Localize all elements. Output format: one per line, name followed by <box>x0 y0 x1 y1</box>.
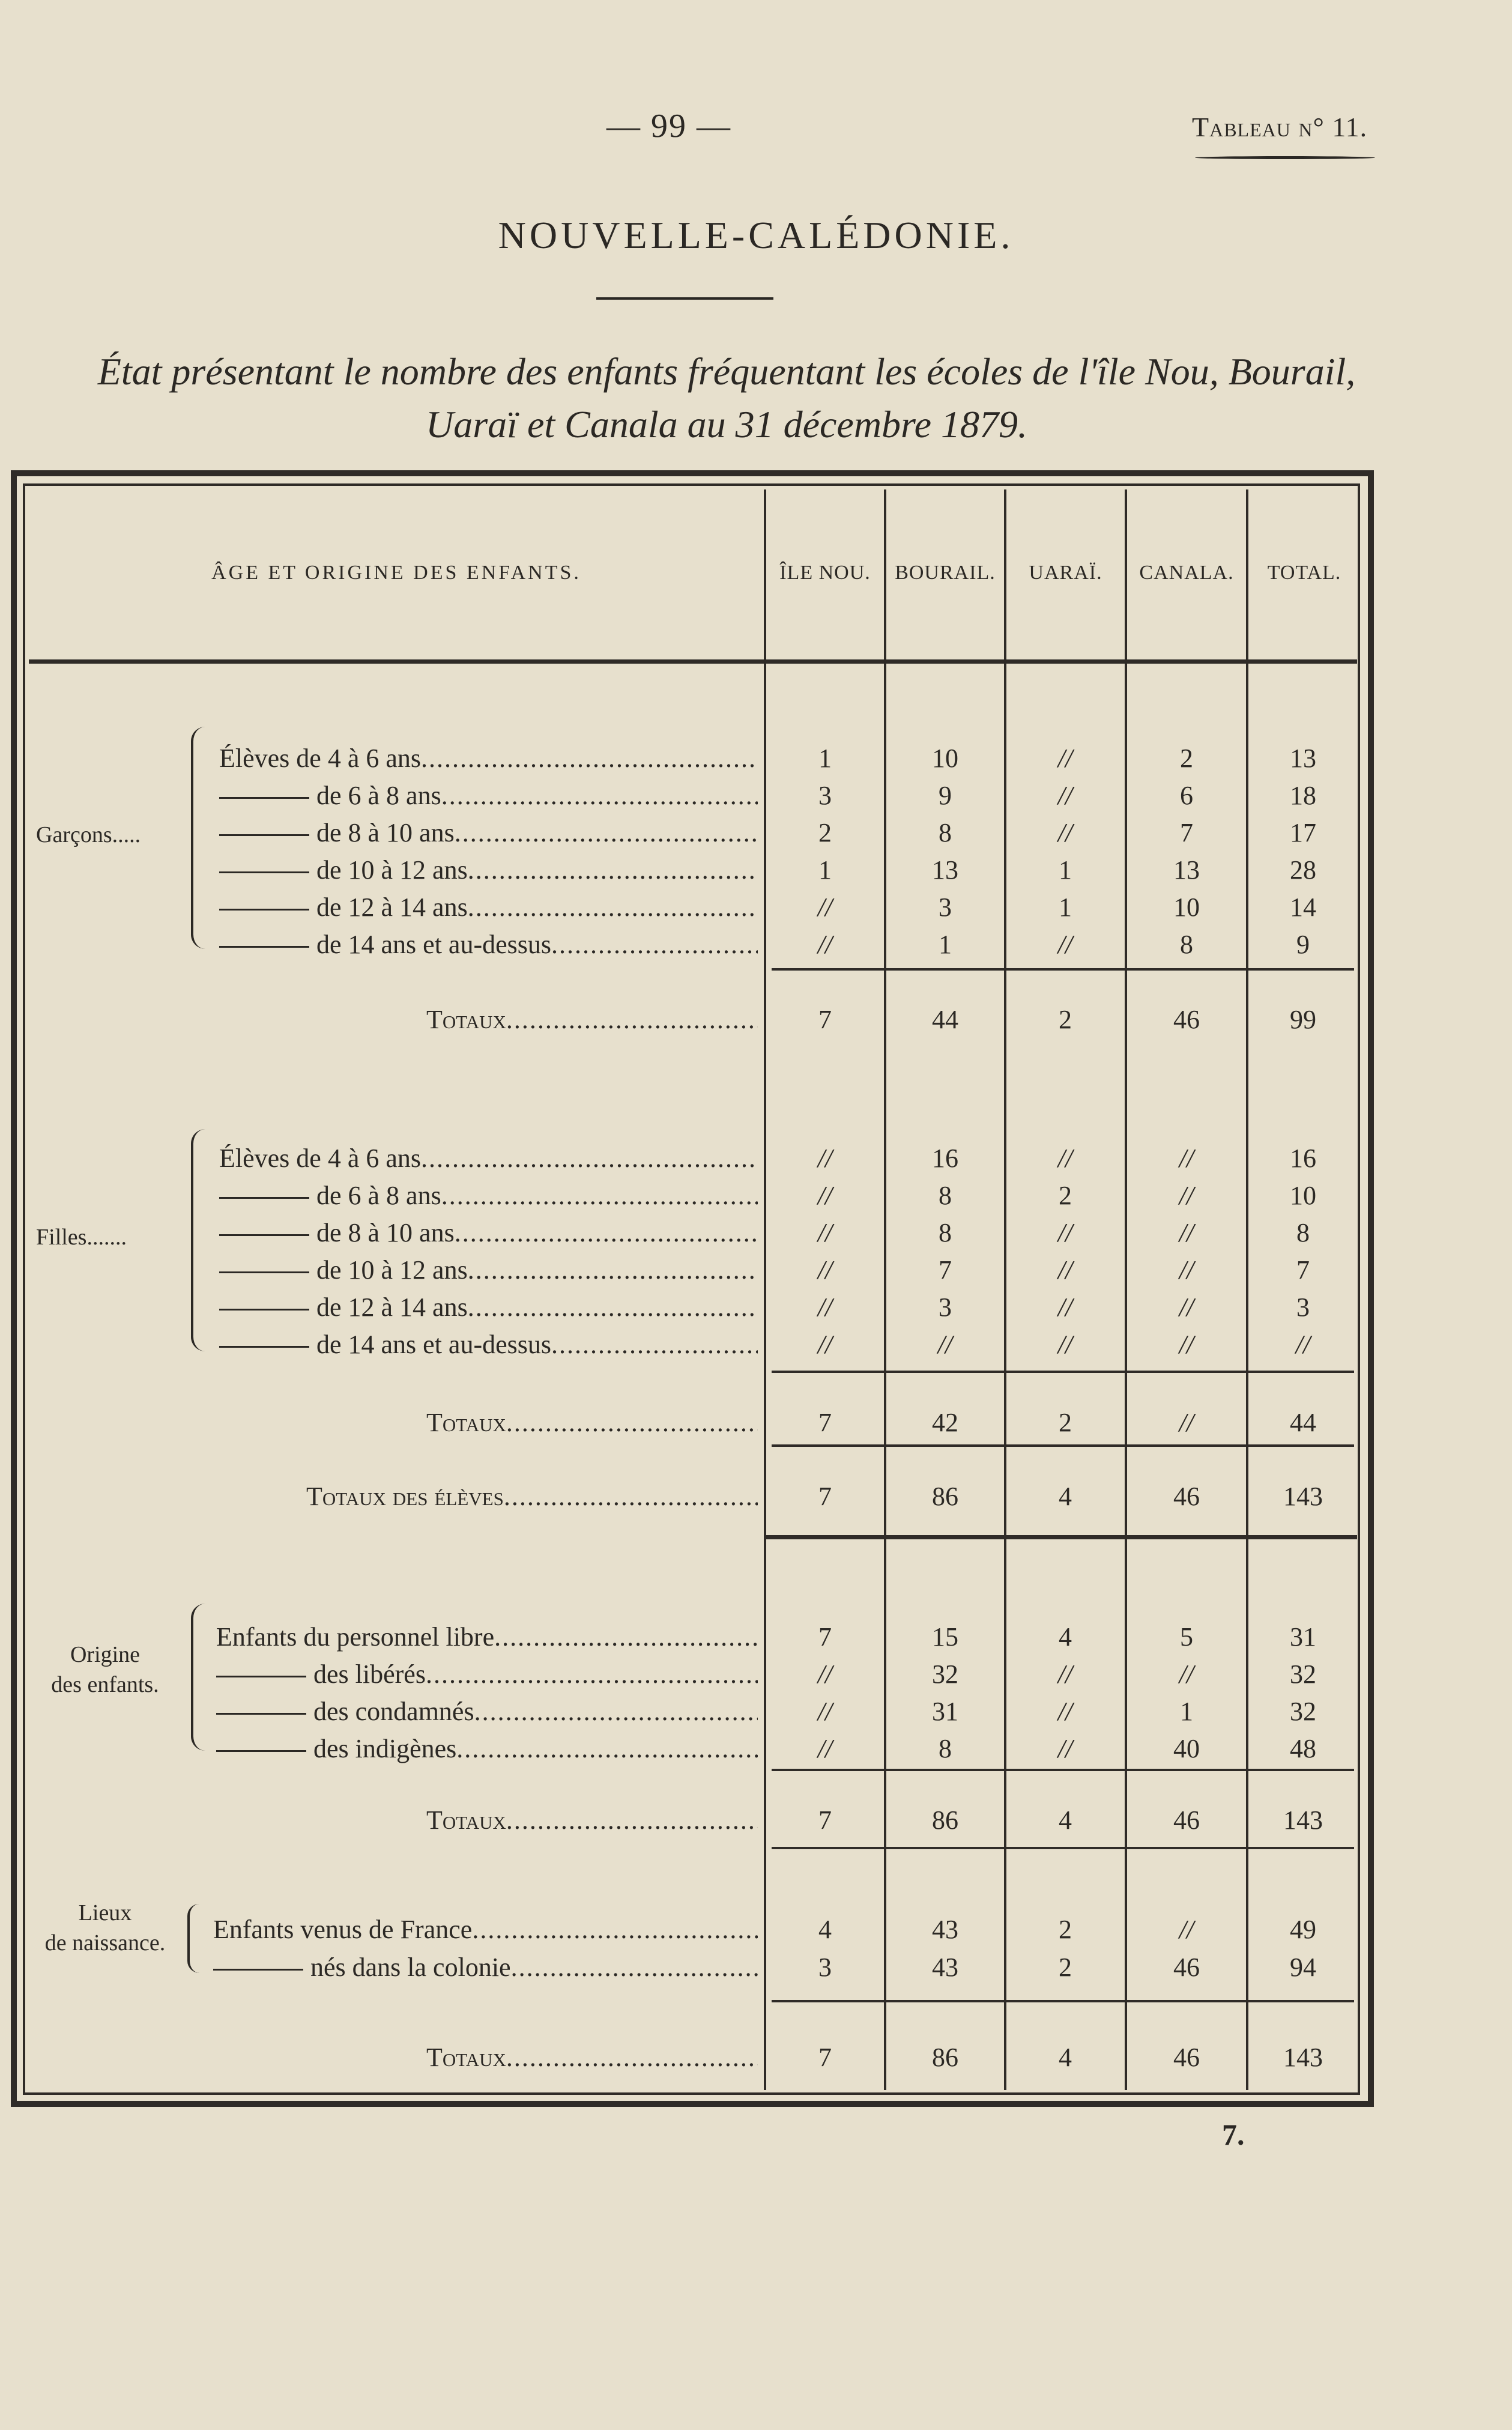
header-age-origine: ÂGE ET ORIGINE DES ENFANTS. <box>211 562 581 584</box>
ditto-dash <box>219 797 309 799</box>
group-filles: Filles....... <box>36 1225 127 1250</box>
section-rule <box>772 1847 1354 1849</box>
table-cell: // <box>1057 781 1073 810</box>
column-divider <box>1004 489 1006 2090</box>
group-origine-line-2: des enfants. <box>51 1672 159 1697</box>
table-cell: 3 <box>818 781 832 810</box>
ditto-dash <box>216 1713 306 1715</box>
table-cell: 143 <box>1283 1482 1323 1511</box>
table-cell: 13 <box>932 855 958 885</box>
table-cell: // <box>817 1218 833 1247</box>
header-total: TOTAL. <box>1267 562 1341 584</box>
signature-mark: 7. <box>1222 2118 1245 2151</box>
leader-dots <box>468 855 758 885</box>
table-cell: // <box>1057 1659 1073 1689</box>
row-label-text: Totaux <box>426 1805 506 1835</box>
table-cell: 4 <box>1059 1482 1072 1511</box>
leader-dots <box>494 1622 758 1652</box>
row-label-text: de 8 à 10 ans <box>316 818 455 847</box>
row-label <box>216 1659 758 1689</box>
row-total-label <box>426 1004 758 1035</box>
table-cell: 3 <box>939 1292 952 1322</box>
row-total-label <box>306 1481 758 1512</box>
table-cell: 46 <box>1173 1805 1200 1835</box>
tableau-reference: Tableau n° 11. <box>1192 112 1368 142</box>
column-divider <box>884 489 886 2090</box>
table-cell: 3 <box>1296 1292 1310 1322</box>
row-label-text: Enfants venus de France <box>213 1915 473 1944</box>
table-cell: 9 <box>1296 930 1310 959</box>
table-cell: 44 <box>1290 1408 1316 1437</box>
table-cell: 5 <box>1180 1622 1193 1652</box>
table-cell: 32 <box>1290 1659 1316 1689</box>
row-label-text: Enfants du personnel libre <box>216 1622 495 1652</box>
table-cell: // <box>1057 1144 1073 1173</box>
row-label <box>219 1255 758 1285</box>
row-label-text: de 8 à 10 ans <box>316 1218 455 1247</box>
leader-dots <box>551 1330 758 1359</box>
row-label-text: des indigènes <box>313 1734 457 1763</box>
table-cell: 2 <box>1059 1408 1072 1437</box>
row-total-label <box>426 1407 758 1438</box>
row-label-text: de 12 à 14 ans <box>316 892 468 922</box>
row-label-text: de 6 à 8 ans <box>316 781 441 810</box>
leader-dots <box>472 1915 758 1944</box>
table-cell: // <box>817 1330 833 1359</box>
table-cell: 48 <box>1290 1734 1316 1763</box>
row-label-text: des libérés <box>313 1659 426 1689</box>
table-cell: // <box>937 1330 953 1359</box>
leader-dots <box>504 1482 758 1511</box>
table-inner-frame <box>23 483 1360 2095</box>
table-cell: // <box>817 1144 833 1173</box>
ditto-dash <box>219 871 309 873</box>
row-label-text: de 14 ans et au-dessus <box>316 930 552 959</box>
table-cell: 10 <box>1173 892 1200 922</box>
row-label <box>219 780 758 811</box>
table-cell: 16 <box>1290 1144 1316 1173</box>
table-cell: 143 <box>1283 2043 1323 2072</box>
table-cell: // <box>817 1181 833 1210</box>
table-cell: 46 <box>1173 1482 1200 1511</box>
table-cell: 8 <box>1180 930 1193 959</box>
section-rule <box>772 1444 1354 1447</box>
table-cell: 43 <box>932 1915 958 1944</box>
leader-dots <box>506 1005 758 1034</box>
row-label-text: de 6 à 8 ans <box>316 1181 441 1210</box>
brace <box>187 1904 199 1973</box>
table-cell: 14 <box>1290 892 1316 922</box>
table-cell: 7 <box>939 1255 952 1285</box>
row-total-label <box>426 1805 758 1835</box>
header-bourail: BOURAIL. <box>895 562 996 584</box>
table-cell: 2 <box>1059 1953 1072 1982</box>
leader-dots <box>506 2043 758 2072</box>
subtitle <box>57 345 1396 451</box>
table-cell: 43 <box>932 1953 958 1982</box>
table-cell: // <box>1057 1734 1073 1763</box>
table-cell: 31 <box>932 1697 958 1726</box>
row-label-text: de 10 à 12 ans <box>316 855 468 885</box>
table-cell: // <box>1057 930 1073 959</box>
table-cell: 7 <box>818 1408 832 1437</box>
table-cell: 86 <box>932 2043 958 2072</box>
row-label <box>219 855 758 885</box>
table-cell: // <box>1057 1330 1073 1359</box>
table-cell: // <box>1179 1218 1194 1247</box>
leader-dots <box>511 1953 758 1982</box>
row-label <box>213 1952 758 1983</box>
table-cell: 8 <box>939 1181 952 1210</box>
table-cell: 32 <box>1290 1697 1316 1726</box>
subtitle-line-2: Uaraï et Canala au 31 décembre 1879. <box>426 403 1027 446</box>
brace <box>191 1129 205 1351</box>
header-rule <box>29 659 1357 664</box>
table-cell: // <box>817 930 833 959</box>
title-rule <box>596 297 773 300</box>
ditto-dash <box>219 909 309 910</box>
column-divider <box>764 489 766 2090</box>
column-divider <box>1125 489 1127 2090</box>
table-cell: // <box>1179 1915 1194 1944</box>
table-cell: // <box>1179 1408 1194 1437</box>
table-cell: 8 <box>939 818 952 847</box>
brace <box>191 1604 205 1751</box>
row-label <box>219 743 758 774</box>
table-cell: 4 <box>1059 1805 1072 1835</box>
header-uarai: UARAÏ. <box>1029 562 1102 584</box>
table-cell: // <box>817 892 833 922</box>
table-cell: // <box>1179 1292 1194 1322</box>
ditto-dash <box>219 1234 309 1236</box>
table-cell: 32 <box>932 1659 958 1689</box>
table-cell: 7 <box>818 2043 832 2072</box>
row-label <box>216 1696 758 1727</box>
group-lieux-line-1: Lieux <box>78 1900 132 1926</box>
section-rule <box>772 1769 1354 1771</box>
group-origine-line-1: Origine <box>70 1642 141 1667</box>
row-label <box>219 817 758 848</box>
table-cell: // <box>1057 1697 1073 1726</box>
group-origine <box>36 1640 174 1700</box>
leader-dots <box>506 1408 758 1437</box>
row-label-text: de 14 ans et au-dessus <box>316 1330 552 1359</box>
page-number: — 99 — <box>606 108 731 145</box>
table-cell: // <box>1057 818 1073 847</box>
subtitle-line-1: État présentant le nombre des enfants fréquentant les écoles de l'île Nou, Bourail, <box>97 350 1356 393</box>
row-label <box>219 1180 758 1211</box>
table-cell: 4 <box>1059 2043 1072 2072</box>
leader-dots <box>426 1659 758 1689</box>
header-ile-nou: ÎLE NOU. <box>779 562 871 584</box>
ditto-dash <box>216 1676 306 1677</box>
table-cell: 18 <box>1290 781 1316 810</box>
table-cell: 7 <box>1296 1255 1310 1285</box>
table-cell: 44 <box>932 1005 958 1034</box>
table-cell: 4 <box>818 1915 832 1944</box>
table-cell: // <box>817 1659 833 1689</box>
table-cell: // <box>1057 1292 1073 1322</box>
ditto-dash <box>219 1271 309 1273</box>
row-label <box>219 1329 758 1360</box>
table-cell: 99 <box>1290 1005 1316 1034</box>
table-cell: // <box>817 1292 833 1322</box>
table-cell: 1 <box>1059 855 1072 885</box>
ditto-dash <box>213 1969 303 1971</box>
table-cell: 86 <box>932 1805 958 1835</box>
table-cell: 10 <box>932 744 958 773</box>
row-label <box>213 1914 758 1945</box>
row-label-text: de 12 à 14 ans <box>316 1292 468 1322</box>
leader-dots <box>421 744 758 773</box>
table-cell: 7 <box>1180 818 1193 847</box>
table-cell: 4 <box>1059 1622 1072 1652</box>
table-cell: 28 <box>1290 855 1316 885</box>
row-label-text: Totaux <box>426 1005 506 1034</box>
table-cell: 1 <box>818 744 832 773</box>
row-label-text: nés dans la colonie <box>310 1953 511 1982</box>
header-canala: CANALA. <box>1139 562 1234 584</box>
table-cell: // <box>1057 744 1073 773</box>
table-cell: // <box>817 1697 833 1726</box>
table-cell: 1 <box>818 855 832 885</box>
table-cell: 143 <box>1283 1805 1323 1835</box>
table-cell: 31 <box>1290 1622 1316 1652</box>
row-label <box>219 929 758 960</box>
table-cell: 6 <box>1180 781 1193 810</box>
table-cell: 1 <box>1180 1697 1193 1726</box>
table-cell: 15 <box>932 1622 958 1652</box>
row-label-text: de 10 à 12 ans <box>316 1255 468 1285</box>
table-cell: 2 <box>1059 1915 1072 1944</box>
ditto-dash <box>219 1309 309 1310</box>
table-cell: 42 <box>932 1408 958 1437</box>
group-lieux-line-2: de naissance. <box>44 1930 166 1956</box>
table-cell: 7 <box>818 1482 832 1511</box>
table-cell: 3 <box>939 892 952 922</box>
leader-dots <box>456 1734 758 1763</box>
row-label-text: Totaux des élèves <box>306 1482 504 1511</box>
leader-dots <box>474 1697 758 1726</box>
table-cell: 13 <box>1290 744 1316 773</box>
row-label <box>216 1622 758 1652</box>
ditto-dash <box>219 1197 309 1199</box>
table-cell: 94 <box>1290 1953 1316 1982</box>
row-label-text: des condamnés <box>313 1697 474 1726</box>
table-cell: 17 <box>1290 818 1316 847</box>
table-cell: 13 <box>1173 855 1200 885</box>
leader-dots <box>441 1181 758 1210</box>
table-cell: 7 <box>818 1622 832 1652</box>
leader-dots <box>421 1144 758 1173</box>
table-cell: 7 <box>818 1805 832 1835</box>
table-cell: // <box>817 1734 833 1763</box>
table-cell: 1 <box>939 930 952 959</box>
section-rule <box>766 1535 1357 1539</box>
table-cell: 1 <box>1059 892 1072 922</box>
table-cell: 46 <box>1173 1005 1200 1034</box>
main-title: NOUVELLE-CALÉDONIE. <box>498 214 1014 256</box>
table-cell: 46 <box>1173 2043 1200 2072</box>
table-cell: 3 <box>818 1953 832 1982</box>
table-cell: // <box>1057 1255 1073 1285</box>
leader-dots <box>455 1218 758 1247</box>
table-cell: 2 <box>1059 1181 1072 1210</box>
table-cell: 16 <box>932 1144 958 1173</box>
table-cell: // <box>1179 1144 1194 1173</box>
column-divider <box>1246 489 1248 2090</box>
row-label <box>219 1143 758 1174</box>
tableau-underline <box>1195 156 1375 159</box>
ditto-dash <box>219 946 309 948</box>
table-cell: // <box>1179 1659 1194 1689</box>
table-cell: 10 <box>1290 1181 1316 1210</box>
table-cell: // <box>1295 1330 1311 1359</box>
table-cell: 8 <box>939 1218 952 1247</box>
table-cell: 8 <box>1296 1218 1310 1247</box>
table-cell: 9 <box>939 781 952 810</box>
table-cell: 86 <box>932 1482 958 1511</box>
table-cell: // <box>1179 1255 1194 1285</box>
ditto-dash <box>216 1750 306 1752</box>
table-cell: 8 <box>939 1734 952 1763</box>
row-label <box>219 1217 758 1248</box>
row-label <box>216 1733 758 1764</box>
group-garcons: Garçons..... <box>36 822 141 847</box>
table-cell: 2 <box>1180 744 1193 773</box>
table-cell: 46 <box>1173 1953 1200 1982</box>
table-cell: 7 <box>818 1005 832 1034</box>
row-total-label <box>426 2042 758 2073</box>
row-label-text: Élèves de 4 à 6 ans <box>219 744 421 773</box>
leader-dots <box>441 781 758 810</box>
row-label-text: Élèves de 4 à 6 ans <box>219 1144 421 1173</box>
leader-dots <box>551 930 758 959</box>
row-label <box>219 1292 758 1323</box>
leader-dots <box>506 1805 758 1835</box>
ditto-dash <box>219 1346 309 1348</box>
table-cell: // <box>1179 1330 1194 1359</box>
table-cell: 49 <box>1290 1915 1316 1944</box>
row-label-text: Totaux <box>426 1408 506 1437</box>
brace <box>191 727 205 949</box>
leader-dots <box>468 1292 758 1322</box>
table-cell: 2 <box>1059 1005 1072 1034</box>
table-cell: 40 <box>1173 1734 1200 1763</box>
row-label <box>219 892 758 923</box>
table-cell: // <box>1057 1218 1073 1247</box>
section-rule <box>772 1371 1354 1373</box>
section-rule <box>772 2000 1354 2002</box>
table-cell: 2 <box>818 818 832 847</box>
row-label-text: Totaux <box>426 2043 506 2072</box>
ditto-dash <box>219 834 309 836</box>
leader-dots <box>468 892 758 922</box>
group-lieux <box>30 1898 180 1958</box>
table-cell: // <box>1179 1181 1194 1210</box>
leader-dots <box>455 818 758 847</box>
leader-dots <box>468 1255 758 1285</box>
table-cell: // <box>817 1255 833 1285</box>
section-rule <box>772 968 1354 971</box>
